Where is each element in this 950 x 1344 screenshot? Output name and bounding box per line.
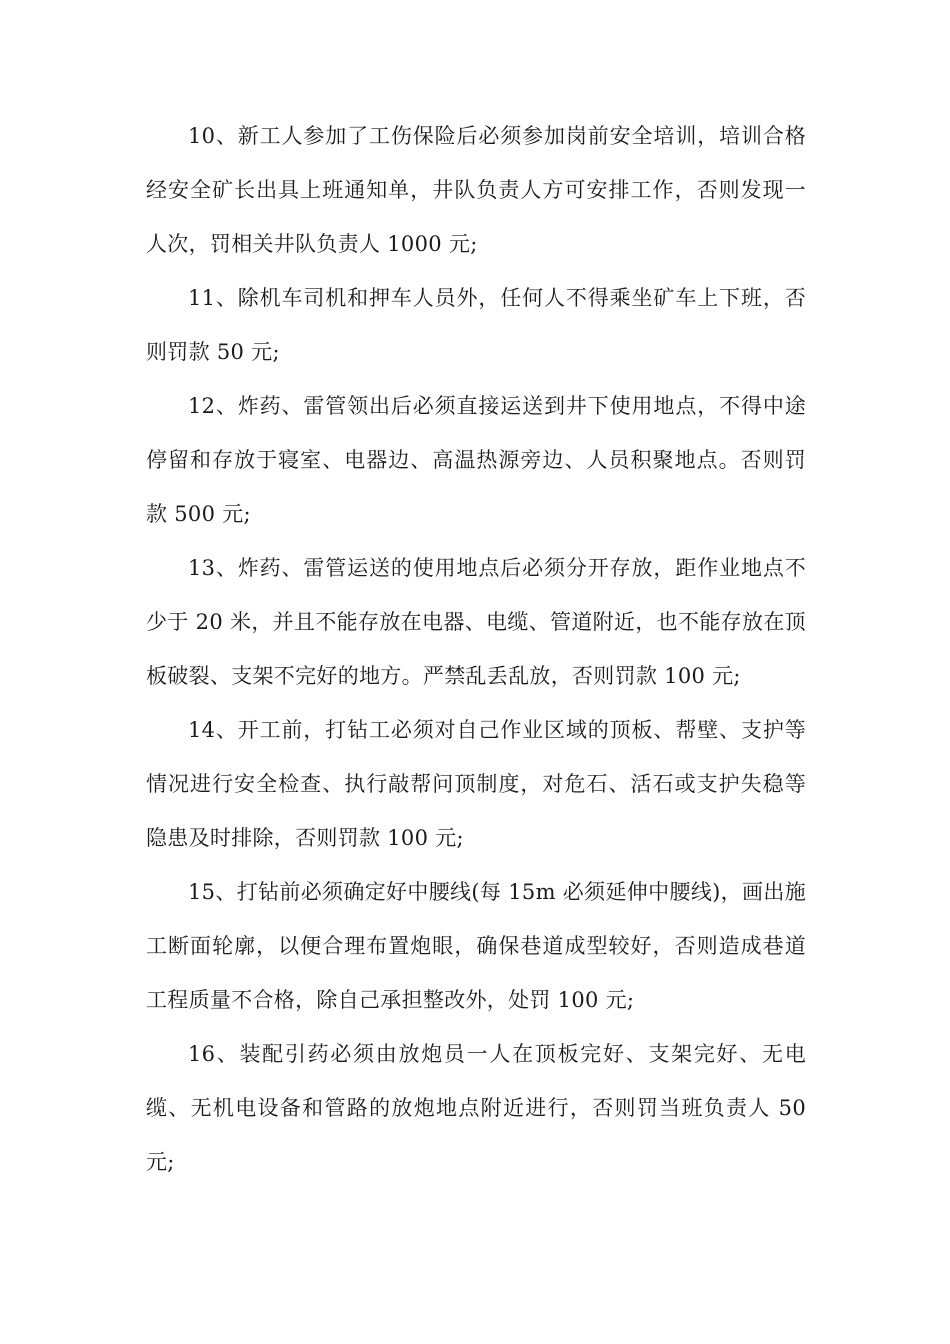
rule-paragraph-10: 10、新工人参加了工伤保险后必须参加岗前安全培训，培训合格经安全矿长出具上班通知单，井队负责人方可安排工作，否则发现一人次，罚相关井队负责人 1000 元; bbox=[146, 124, 806, 256]
rule-paragraph-16: 16、装配引药必须由放炮员一人在顶板完好、支架完好、无电缆、无机电设备和管路的放炮地点附近进行，否则罚当班负责人 50 元; bbox=[146, 1042, 806, 1174]
rule-paragraph-11: 11、除机车司机和押车人员外，任何人不得乘坐矿车上下班，否则罚款 50 元; bbox=[146, 286, 806, 364]
document-body bbox=[146, 109, 806, 1189]
rule-paragraph-13: 13、炸药、雷管运送的使用地点后必须分开存放，距作业地点不少于 20 米，并且不能存放在电器、电缆、管道附近，也不能存放在顶板破裂、支架不完好的地方。严禁乱丢乱放，否则罚款 100 元; bbox=[146, 556, 806, 688]
rule-paragraph-15: 15、打钻前必须确定好中腰线(每 15m 必须延伸中腰线)，画出施工断面轮廓，以便合理布置炮眼，确保巷道成型较好，否则造成巷道工程质量不合格，除自己承担整改外，处罚 100 元; bbox=[146, 880, 806, 1012]
rule-paragraph-12: 12、炸药、雷管领出后必须直接运送到井下使用地点，不得中途停留和存放于寝室、电器边、高温热源旁边、人员积聚地点。否则罚款 500 元; bbox=[146, 394, 806, 526]
rule-paragraph-14: 14、开工前，打钻工必须对自己作业区域的顶板、帮壁、支护等情况进行安全检查、执行敲帮问顶制度，对危石、活石或支护失稳等隐患及时排除，否则罚款 100 元; bbox=[146, 718, 806, 850]
